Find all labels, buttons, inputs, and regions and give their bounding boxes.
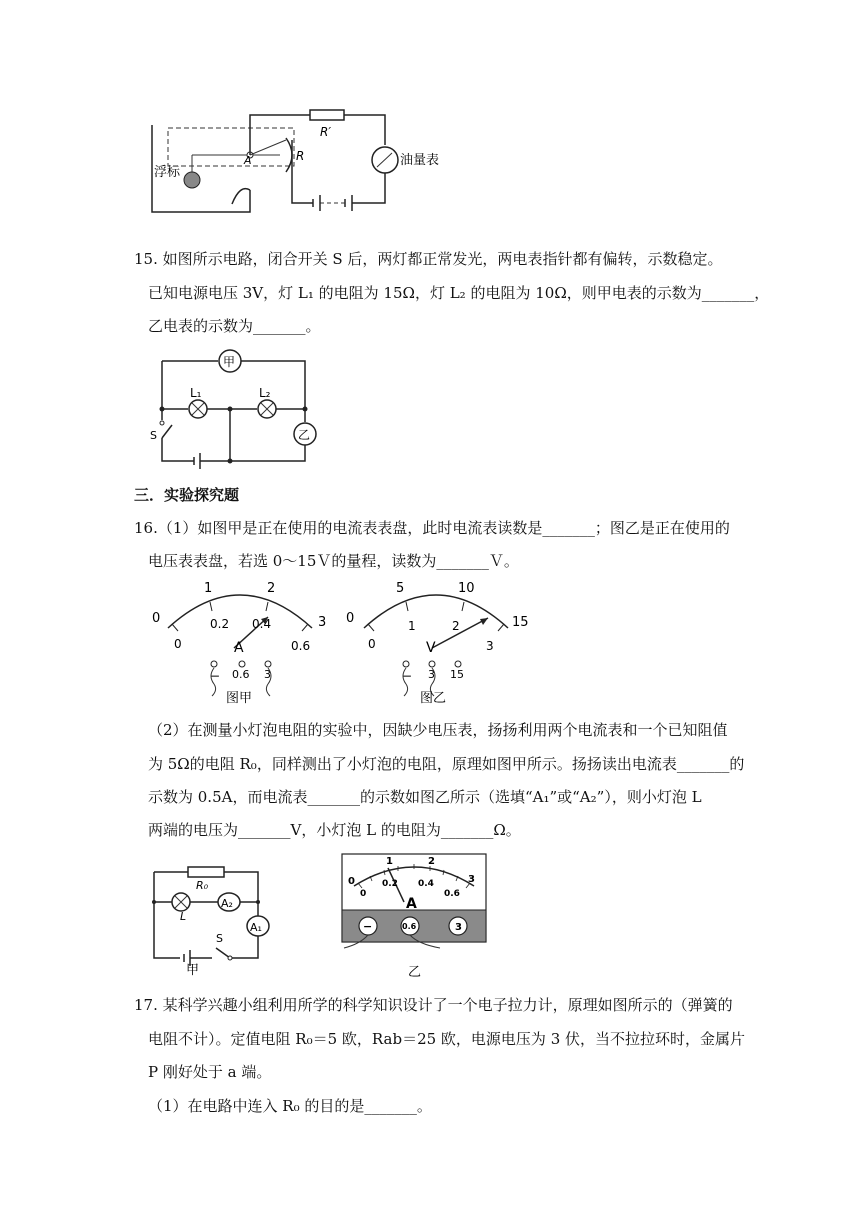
panel-top-2: 2: [428, 856, 435, 867]
voltmeter-dial-figure: [342, 580, 532, 710]
label-oil-meter: 油量表: [400, 153, 440, 168]
voltmeter-unit: V: [426, 640, 436, 656]
ammeter-top-3: 3: [318, 615, 327, 630]
voltmeter-top-0: 0: [346, 611, 355, 626]
oil-gauge-circuit-figure: [140, 100, 460, 220]
panel-top-1: 1: [386, 856, 393, 867]
q17-line-1: 17. 某科学兴趣小组利用所学的科学知识设计了一个电子拉力计，原理如图所示的（弹簧的: [134, 996, 733, 1014]
panel-bottom-0: 0: [360, 889, 367, 899]
q17-line-3: P 刚好处于 a 端。: [148, 1063, 272, 1081]
section-heading: 三．实验探究题: [134, 486, 240, 504]
label-a2: A₂: [221, 897, 233, 910]
q16-p2-line-2: 为 5Ω的电阻 R₀，同样测出了小灯泡的电阻，原理如图甲所示。扬扬读出电流表_______的: [148, 755, 745, 773]
panel-terminal-3: 3: [455, 922, 462, 933]
panel-bottom-2: 0.4: [418, 879, 434, 889]
panel-bottom-1: 0.2: [382, 879, 398, 889]
label-r0: R₀: [196, 879, 209, 892]
q16-p1-line-2: 电压表表盘，若选 0～15Ｖ的量程，读数为_______Ｖ。: [148, 552, 519, 570]
panel-top-3: 3: [468, 874, 475, 885]
voltmeter-bottom-1: 1: [408, 619, 416, 633]
ammeter-terminal-neg: −: [210, 669, 221, 683]
label-a: A: [244, 154, 252, 167]
label-r: R: [296, 149, 305, 163]
ammeter-bottom-0: 0: [174, 637, 182, 651]
q16-p2-line-3: 示数为 0.5A，而电流表_______的示数如图乙所示（选填“A₁”或“A₂”），则小灯泡 L: [148, 788, 702, 806]
panel-terminal-neg: −: [363, 920, 373, 933]
ammeter-caption: 图甲: [226, 691, 253, 706]
voltmeter-terminal-neg: −: [402, 669, 413, 683]
ammeter-unit: A: [234, 640, 244, 656]
voltmeter-terminal-15: 15: [450, 668, 464, 681]
label-a1: A₁: [250, 921, 262, 934]
ammeter-terminal-0.6: 0.6: [232, 668, 250, 681]
ammeter-bottom-2: 0.4: [252, 617, 272, 631]
voltmeter-bottom-2: 2: [452, 619, 460, 633]
lamp-l2-label: L₂: [259, 386, 271, 400]
ammeter-terminal-3: 3: [264, 668, 271, 681]
q15-line-2: 已知电源电压 3V，灯 L₁ 的电阻为 15Ω，灯 L₂ 的电阻为 10Ω，则甲电表的示数为_______，: [148, 284, 770, 302]
voltmeter-top-15: 15: [512, 615, 529, 630]
voltmeter-caption: 图乙: [420, 691, 447, 706]
q15-line-1: 15. 如图所示电路，闭合开关 S 后，两灯都正常发光，两电表指针都有偏转，示数稳定。: [134, 250, 723, 268]
q17-sub-1: （1）在电路中连入 R₀ 的目的是_______。: [148, 1097, 432, 1115]
voltmeter-terminal-3: 3: [428, 668, 435, 681]
panel-bottom-3: 0.6: [444, 889, 460, 899]
ammeter-top-2: 2: [267, 581, 276, 596]
label-l: L: [180, 910, 187, 923]
ammeter-panel-figure: [340, 852, 490, 980]
q15-line-3: 乙电表的示数为_______。: [148, 317, 321, 335]
two-ammeter-circuit-figure: [150, 858, 280, 978]
voltmeter-top-5: 5: [396, 581, 405, 596]
voltmeter-bottom-0: 0: [368, 637, 376, 651]
q17-line-2: 电阻不计）。定值电阻 R₀＝5 欧，Rab＝25 欧，电源电压为 3 伏，当不拉拉环时，金属片: [148, 1030, 746, 1048]
panel-unit: A: [406, 896, 417, 912]
label-r-prime: R′: [320, 125, 332, 139]
voltmeter-bottom-3: 3: [486, 639, 494, 653]
ammeter-top-1: 1: [204, 581, 213, 596]
figure-jia-caption: 甲: [186, 963, 200, 978]
q16-p1-line-1: 16.（1）如图甲是正在使用的电流表表盘，此时电流表读数是_______；图乙是正在使用的: [134, 519, 730, 537]
two-lamp-circuit-figure: [150, 345, 320, 470]
label-switch-s: S: [216, 932, 223, 945]
panel-top-0: 0: [348, 876, 355, 887]
ammeter-dial-figure: [148, 580, 338, 710]
q16-p2-line-4: 两端的电压为_______V，小灯泡 L 的电阻为_______Ω。: [148, 821, 521, 839]
ammeter-bottom-1: 0.2: [210, 617, 230, 631]
meter-yi-label: 乙: [298, 428, 311, 442]
meter-jia-label: 甲: [223, 355, 236, 369]
ammeter-top-0: 0: [152, 611, 161, 626]
switch-s-label: S: [150, 429, 157, 442]
q16-p2-line-1: （2）在测量小灯泡电阻的实验中，因缺少电压表，扬扬利用两个电流表和一个已知阻值: [148, 721, 728, 739]
voltmeter-top-10: 10: [458, 581, 475, 596]
figure-yi-caption: 乙: [408, 965, 422, 980]
label-float: 浮标: [154, 165, 181, 180]
lamp-l1-label: L₁: [190, 386, 202, 400]
ammeter-bottom-3: 0.6: [291, 639, 311, 653]
panel-terminal-0.6: 0.6: [402, 922, 417, 931]
